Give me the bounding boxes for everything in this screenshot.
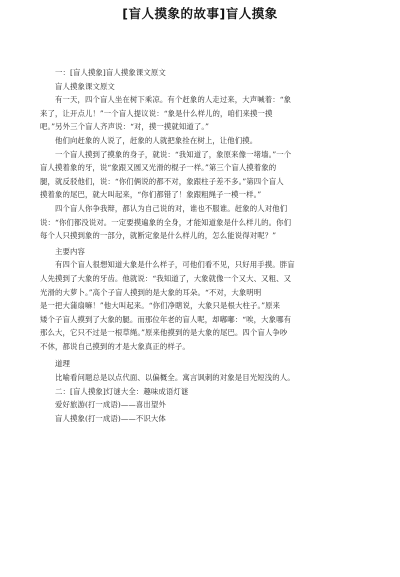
text-line: 来了，让开点儿！”一个盲人提议说：“象是什么样儿的，咱们来摸一摸 (40, 108, 273, 118)
section-heading: 主要内容 (55, 246, 85, 256)
page-title: [盲人摸象的故事]盲人摸象 (122, 6, 278, 21)
text-line: 一个盲人摸到了摸象的身子，就说：“我知道了，象原来像一堵墙。”一个 (55, 149, 292, 159)
text-line: 矮个子盲人摸到了大象的腿。而那位年老的盲人呢，却嘟嘟：“唉，大象哪有 (40, 314, 292, 324)
section-heading: 一：[盲人摸象]盲人摸象课文原文 (55, 68, 166, 77)
text-line: 说：“你们都没说对。一定要摸遍象的全身，才能知道象是什么样儿的。你们 (40, 217, 292, 227)
section-heading: 道理 (55, 359, 70, 369)
paragraph (40, 258, 360, 353)
section-subheading: 盲人摸象课文原文 (55, 81, 115, 91)
paragraph (40, 148, 360, 202)
text-line: 他们向赶象的人说了，赶象的人就把象拴在树上，让他们摸。 (55, 135, 258, 145)
paragraph (40, 412, 360, 426)
text-line: 光滑的大萝卜。”高个子盲人摸到的是大象的耳朵。“不对，大象明明 (40, 287, 262, 297)
section-heading: 二：[盲人摸象]灯谜大全：趣味成语灯谜 (55, 386, 189, 396)
paragraph (40, 202, 360, 243)
text-line: 盲人摸着象的牙，说“象跟又圆又光滑的棍子一样。”第三个盲人摸着象的 (40, 163, 277, 173)
text-line: 比喻看问题总是以点代面、以偏概全。寓言讽刺的对象是目光短浅的人。 (55, 373, 295, 383)
paragraph (40, 371, 360, 385)
text-line: 人先摸到了大象的牙齿。他就说：“我知道了，大象就像一个又大、又粗、又 (40, 273, 292, 283)
text-line: 腿，就反驳他们，说：“你们俩说的都不对，象跟柱子差不多。”第四个盲人 (40, 176, 284, 186)
paragraph (40, 398, 360, 412)
paragraph (40, 93, 360, 134)
text-line: 不休，都说自己摸到的才是大象真正的样子。 (40, 341, 190, 351)
text-line: 爱好旅游(打一成语)——喜出望外 (55, 400, 166, 410)
text-line: 有一天，四个盲人坐在树下乘凉。有个赶象的人走过来，大声喊着：“象 (55, 95, 292, 105)
text-line: 四个盲人你争我辩，都认为自己说的对，谁也不服谁。赶象的人对他们 (55, 203, 288, 213)
text-line: 摸着象的尾巴，就大叫起来，“你们都错了！象跟粗绳子一模一样。” (40, 190, 262, 200)
text-line: 盲人摸象(打一成语)——不识大体 (55, 413, 166, 423)
text-line: 吧。”另外三个盲人齐声说：“对，摸一摸就知道了。” (40, 122, 210, 132)
paragraph (40, 134, 360, 148)
text-line: 是一把大蒲扇嘛！”他大叫起来。“你们净瞎说，大象只是根大柱子。”原来 (40, 301, 281, 311)
text-line: 每个人只摸到象的一部分，就断定象是什么样儿的，怎么能说得对呢？” (40, 231, 277, 241)
text-line: 那么大，它只不过是一根草绳。”原来他摸到的是大象的尾巴。四个盲人争吵 (40, 328, 288, 338)
document-body (40, 66, 360, 425)
text-line: 有四个盲人很想知道大象是什么样子，可他们看不见，只好用手摸。胖盲 (55, 260, 295, 270)
